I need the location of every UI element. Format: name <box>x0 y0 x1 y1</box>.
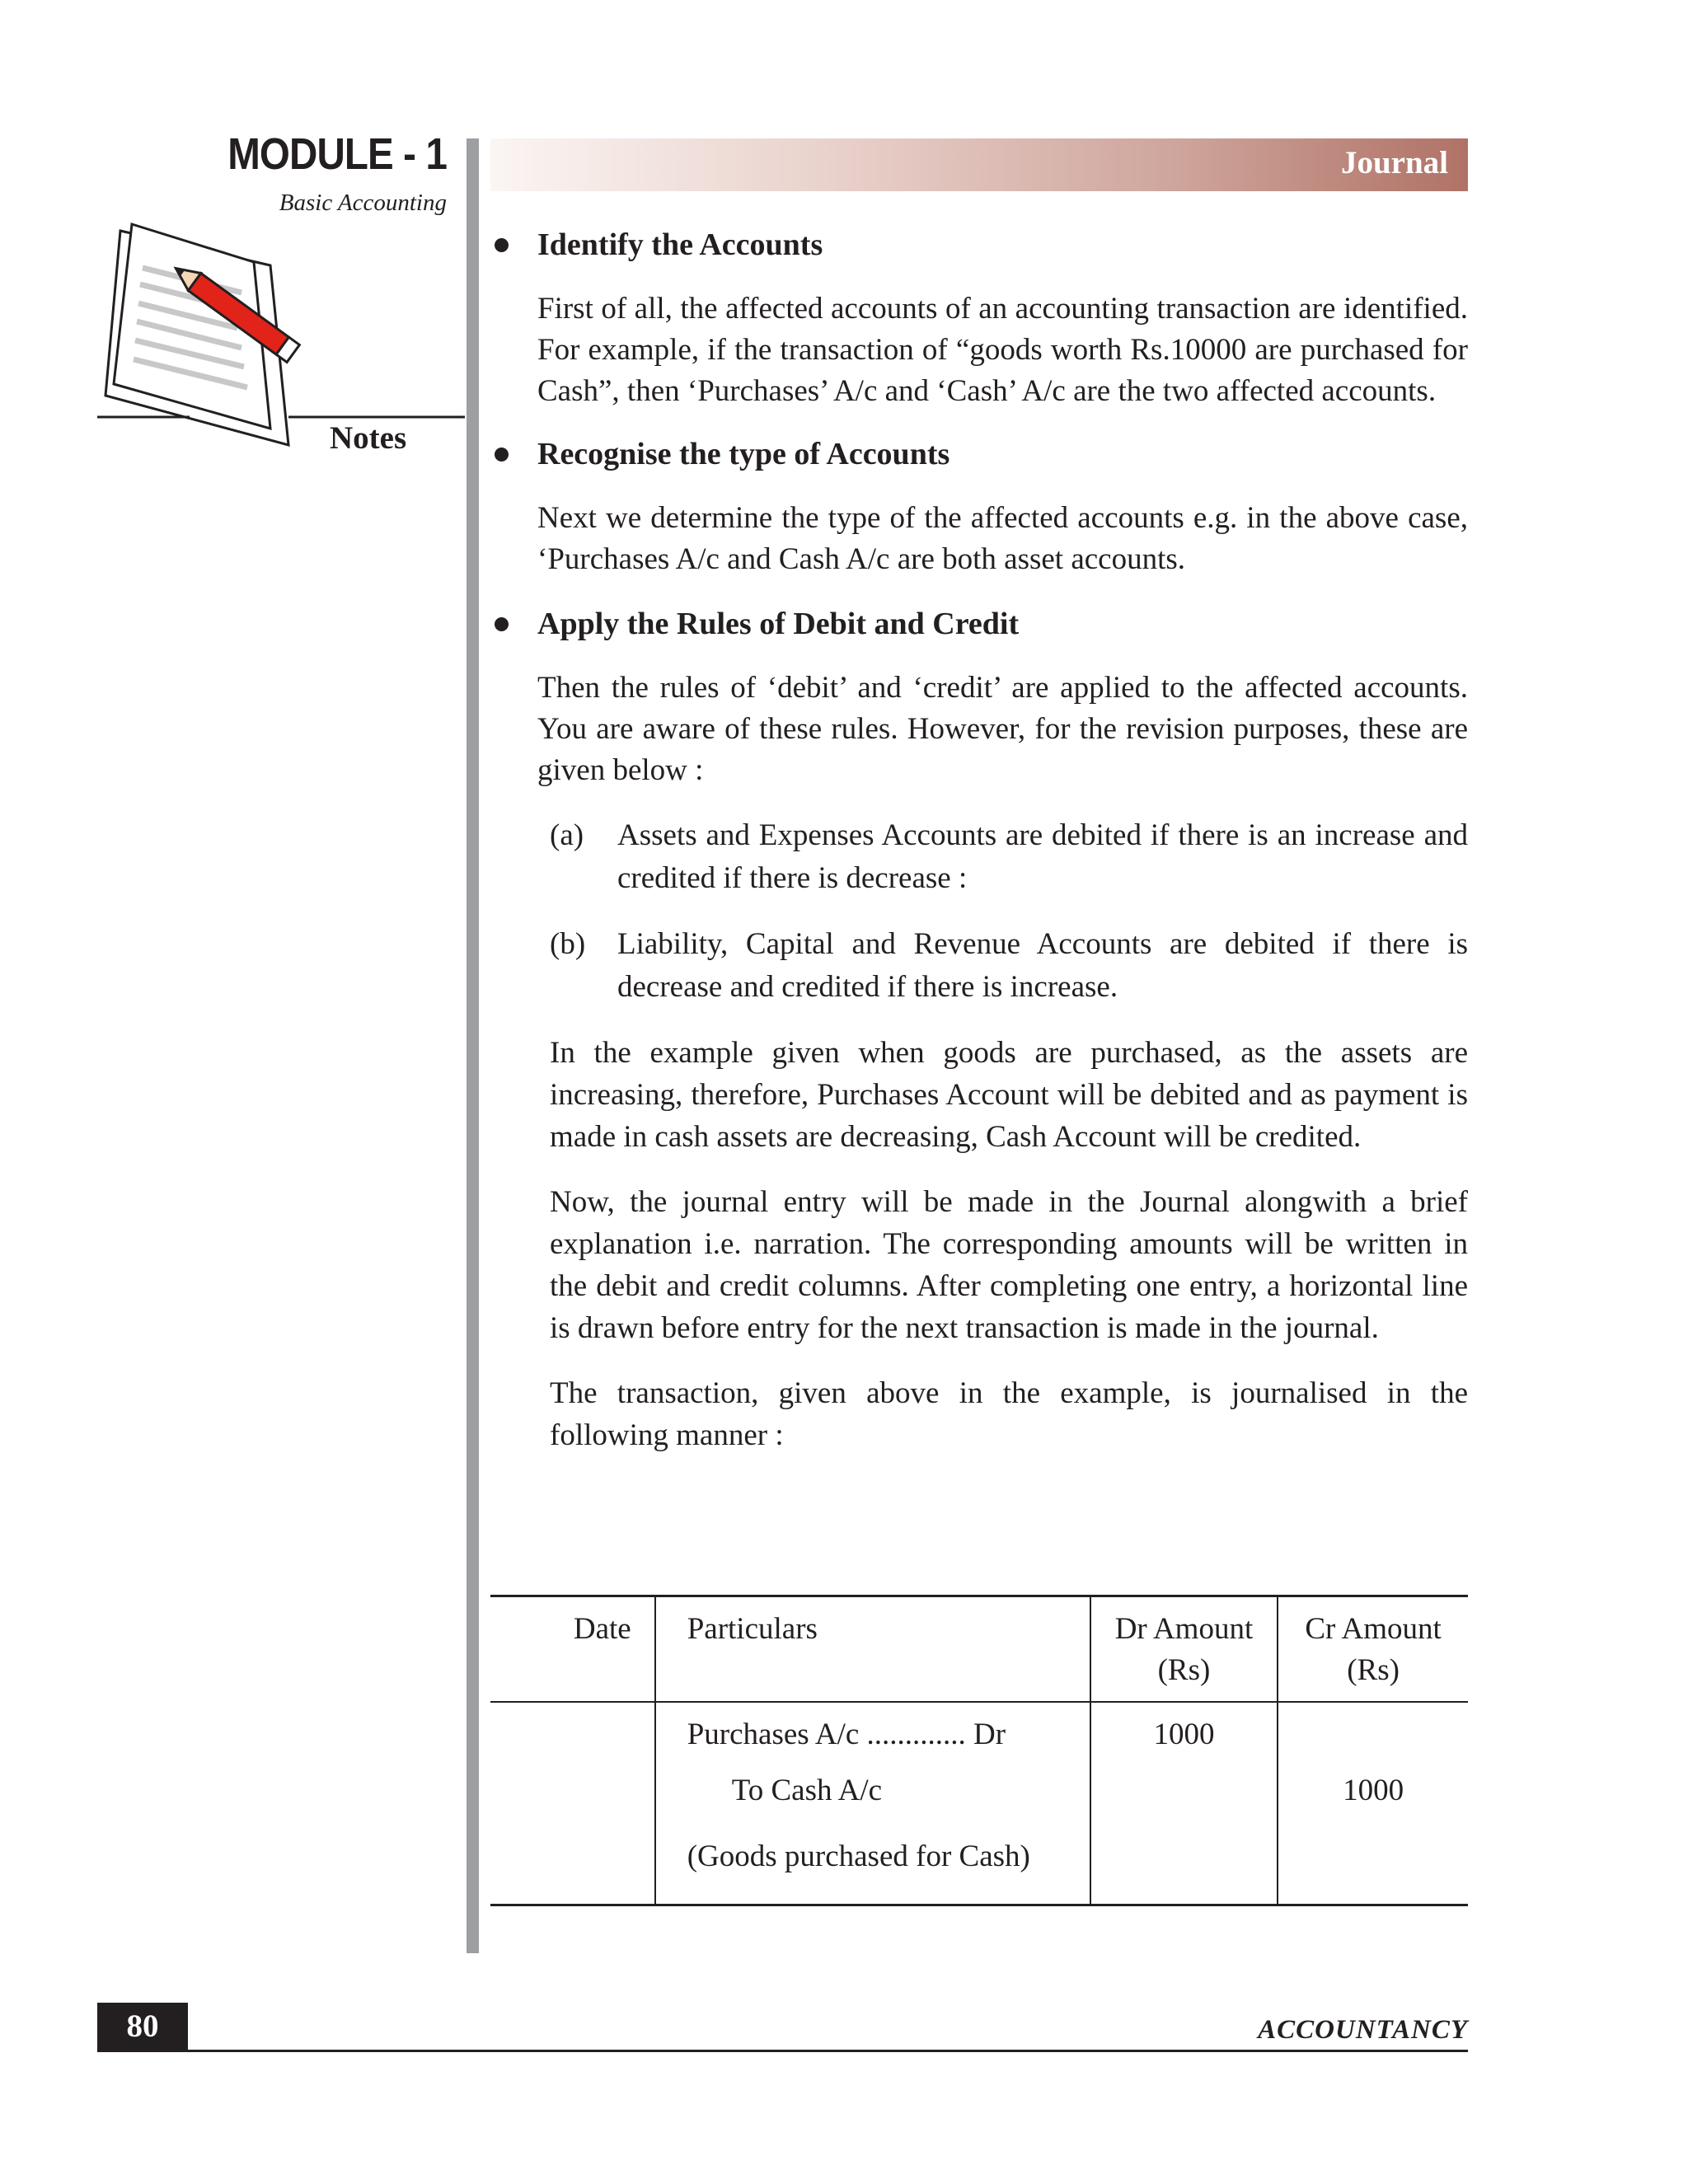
cell-particulars <box>655 1702 1090 1905</box>
section-body: First of all, the affected accounts of an accounting transaction are identified. For example, if the transaction of “goods worth Rs.10000 are purchased for Cash”, then ‘Purchases’ A/c and ‘Cash’ A/c are the two affected accounts. <box>537 292 1468 408</box>
bullet-icon <box>495 238 509 252</box>
header-dr-amount <box>1090 1596 1278 1703</box>
cell-dr-amount <box>1090 1702 1278 1905</box>
page-number: 80 <box>97 2003 188 2050</box>
paragraph: In the example given when goods are purchased, as the assets are increasing, therefore, Purchases Account will be debited and as payment is made in cash assets are decreasing, Cash Account will be credited. <box>550 1036 1468 1154</box>
notes-label: Notes <box>330 420 407 456</box>
section-heading <box>490 603 1468 644</box>
section-heading <box>490 224 1468 265</box>
header-dr-unit: (Rs) <box>1157 1653 1211 1687</box>
cell-date <box>490 1702 655 1905</box>
chapter-title: Journal <box>1340 145 1448 180</box>
main-content <box>490 221 1468 1456</box>
header-cr-label: Cr Amount <box>1305 1612 1442 1646</box>
bullet-icon <box>495 448 509 462</box>
credit-line: To Cash A/c <box>731 1774 883 1807</box>
journal-table <box>490 1595 1468 1906</box>
header-cr-amount <box>1278 1596 1468 1703</box>
rule-text: Liability, Capital and Revenue Accounts are debited if there is decrease and credited if there is increase. <box>617 927 1468 1004</box>
section-heading <box>490 434 1468 475</box>
rule-label: (a) <box>550 818 584 852</box>
section-heading-text: Identify the Accounts <box>537 227 823 262</box>
section-body: Next we determine the type of the affected accounts e.g. in the above case, ‘Purchases A/c and Cash A/c are both asset accounts. <box>537 501 1468 576</box>
paragraph: Now, the journal entry will be made in the Journal alongwith a brief explanation i.e. narration. The corresponding amounts will be written in the debit and credit columns. After completing one entry, a horizontal line is drawn before entry for the next transaction is made in the journal. <box>550 1185 1468 1345</box>
header-date: Date <box>490 1596 655 1703</box>
narration: (Goods purchased for Cash) <box>687 1840 1030 1873</box>
module-subtitle: Basic Accounting <box>279 190 447 216</box>
section-heading-text: Apply the Rules of Debit and Credit <box>537 607 1020 641</box>
cr-spacer <box>1278 1714 1468 1770</box>
paragraph: The transaction, given above in the example, is journalised in the following manner : <box>550 1376 1468 1452</box>
section-heading-text: Recognise the type of Accounts <box>537 437 950 471</box>
table-row <box>490 1702 1468 1905</box>
cr-value: 1000 <box>1343 1774 1404 1807</box>
bullet-icon <box>495 617 509 631</box>
debit-line: Purchases A/c ............. Dr <box>687 1718 1006 1751</box>
table-header-row <box>490 1596 1468 1703</box>
notes-pencil-icon <box>97 223 468 462</box>
margin-rule <box>467 138 479 1953</box>
rule-text: Assets and Expenses Accounts are debited if there is an increase and credited if there is decrease : <box>617 818 1468 895</box>
header-dr-label: Dr Amount <box>1114 1612 1254 1646</box>
cell-cr-amount <box>1278 1702 1468 1905</box>
chapter-header-band <box>490 138 1468 191</box>
module-title: MODULE - 1 <box>227 129 447 179</box>
footer-title: ACCOUNTANCY <box>1258 2015 1468 2045</box>
footer-rule <box>97 2050 1468 2052</box>
rule-label: (b) <box>550 927 586 961</box>
dr-value: 1000 <box>1153 1718 1215 1751</box>
rule-item <box>550 923 1468 1009</box>
section-body: Then the rules of ‘debit’ and ‘credit’ are applied to the affected accounts. You are aware of these rules. However, for the revision purposes, these are given below : <box>537 671 1468 787</box>
rule-item <box>550 814 1468 900</box>
header-cr-unit: (Rs) <box>1347 1653 1400 1687</box>
header-particulars: Particulars <box>655 1596 1090 1703</box>
